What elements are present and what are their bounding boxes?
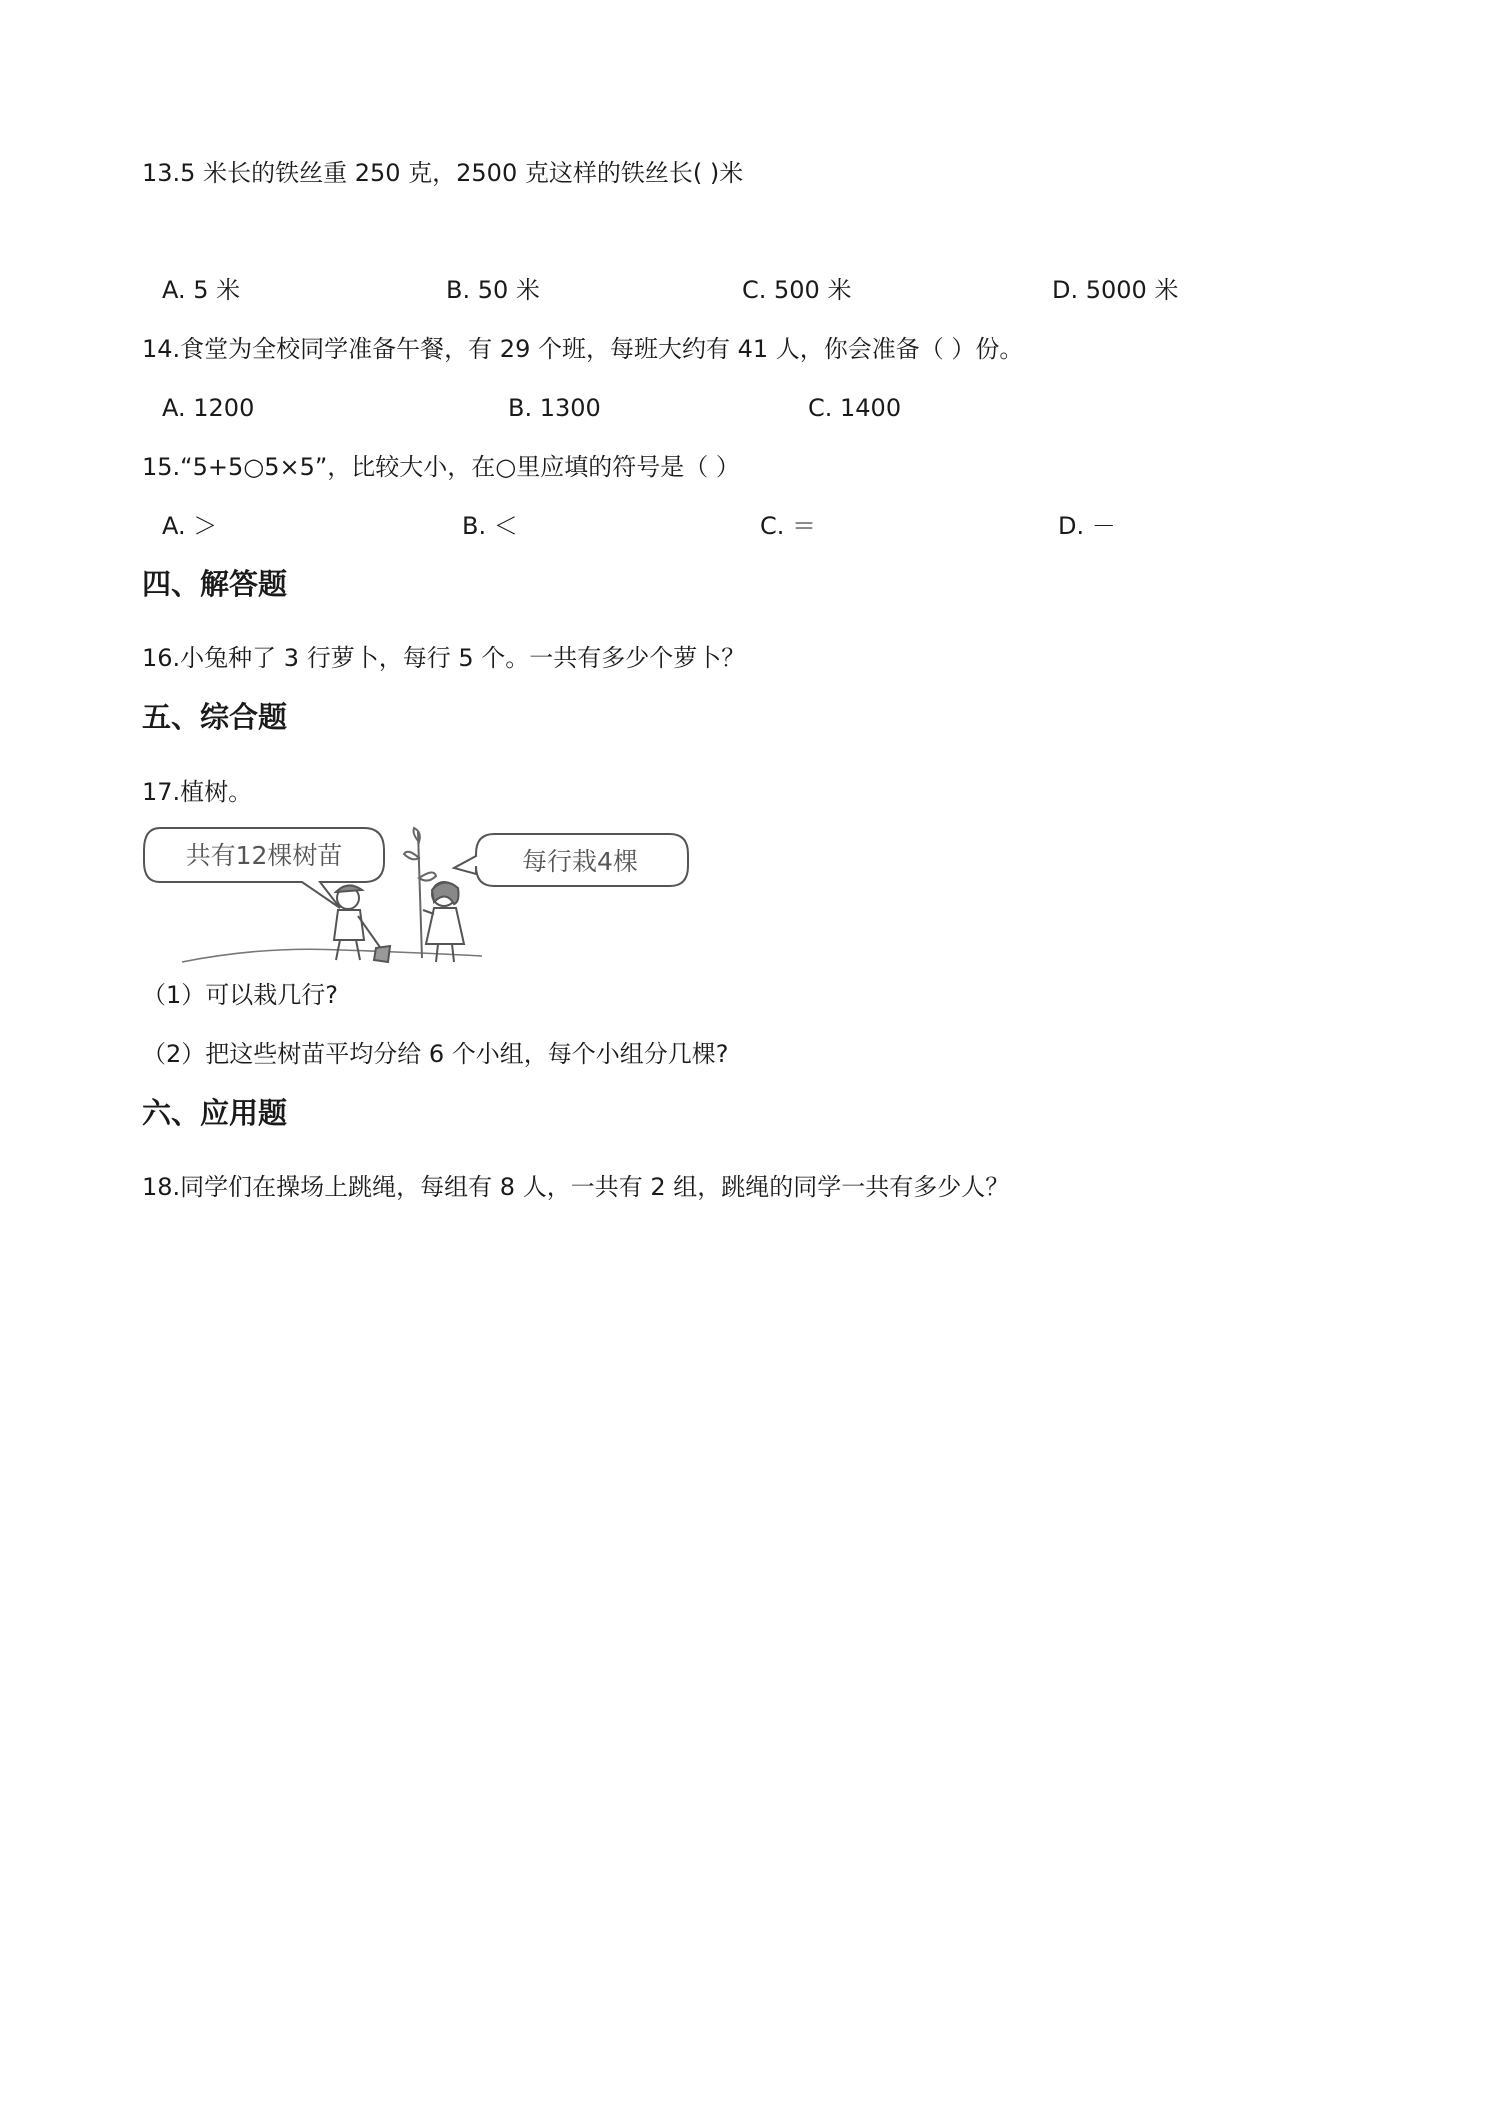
q14-option-a: A. 1200 (162, 394, 255, 422)
q15-text: 15.“5+5○5×5”，比较大小，在○里应填的符号是（ ） (142, 453, 740, 481)
q17-sub1: （1）可以栽几行? (142, 981, 339, 1009)
section-heading-6: 六、应用题 (142, 1096, 288, 1130)
q13-text: 13.5 米长的铁丝重 250 克，2500 克这样的铁丝长( )米 (142, 159, 744, 187)
q18-text: 18.同学们在操场上跳绳，每组有 8 人，一共有 2 组，跳绳的同学一共有多少人？ (142, 1173, 1010, 1201)
tree-planting-illustration (142, 818, 692, 968)
left-bubble-label: 共有12棵树苗 (185, 841, 343, 870)
girl-figure-icon (423, 882, 464, 962)
q13-option-a: A. 5 米 (162, 276, 241, 304)
q13-option-b: B. 50 米 (446, 276, 540, 304)
section-heading-5: 五、综合题 (142, 700, 288, 734)
right-bubble-label: 每行栽4棵 (522, 847, 638, 876)
q14-option-b: B. 1300 (508, 394, 601, 422)
q16-text: 16.小兔种了 3 行萝卜，每行 5 个。一共有多少个萝卜？ (142, 644, 746, 672)
q14-text: 14.食堂为全校同学准备午餐，有 29 个班，每班大约有 41 人，你会准备（ ）份。 (142, 335, 1024, 363)
q14-option-c: C. 1400 (808, 394, 902, 422)
q15-option-d: D. － (1058, 512, 1116, 540)
q15-option-a: A. ＞ (162, 512, 218, 540)
q15-option-b: B. ＜ (462, 512, 518, 540)
q13-option-c: C. 500 米 (742, 276, 852, 304)
q17-sub2: （2）把这些树苗平均分给 6 个小组，每个小组分几棵? (142, 1040, 729, 1068)
q13-option-d: D. 5000 米 (1052, 276, 1179, 304)
q15-option-c: C. ＝ (760, 512, 817, 540)
section-heading-4: 四、解答题 (142, 567, 288, 601)
q17-text: 17.植树。 (142, 778, 253, 806)
